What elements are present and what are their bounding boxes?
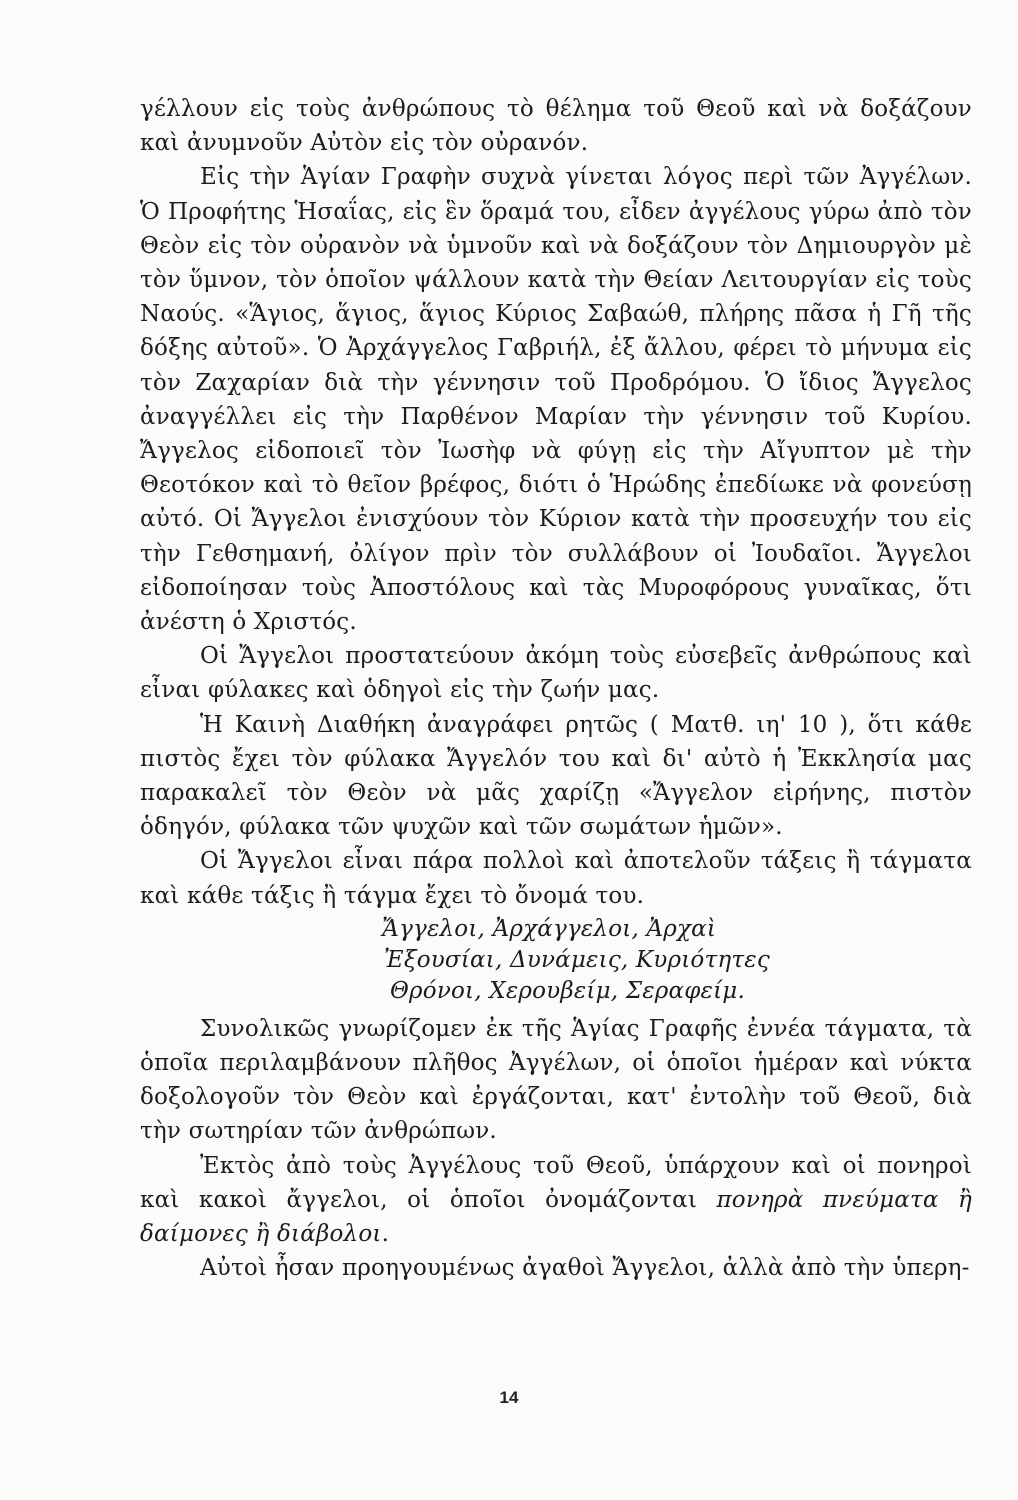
verse-line: Ἄγγελοι, Ἀρχάγγελοι, Ἀρχαὶ [382,915,717,942]
emphasis-text: πονηρὰ πνεύματα ἢ δαίμονες ἢ διάβολοι [140,1186,972,1248]
paragraph-guardians: Οἱ Ἄγγελοι προστατεύουν ἀκόμη τοὺς εὐσεβεῖς ἀνθρώπους καὶ εἶναι φύλακες καὶ ὁδηγοὶ εἰς τὴν ζωήν μας. [140,643,972,704]
paragraph-text: . [381,1221,390,1248]
page-number: 14 [499,1388,519,1407]
paragraph-intro: γέλλουν εἰς τοὺς ἀνθρώπους τὸ θέλημα τοῦ Θεοῦ καὶ νὰ δοξάζουν καὶ ἀνυμνοῦν Αὐτὸν εἰς τὸν οὐρανόν. [140,96,972,157]
paragraph-evil-angels [140,1149,972,1252]
paragraph-new-testament: Ἡ Καινὴ Διαθήκη ἀναγράφει ρητῶς ( Ματθ. ιη' 10 ), ὅτι κάθε πιστὸς ἔχει τὸν φύλακα Ἄγγελόν του καὶ δι' αὐτὸ ἡ Ἐκκλησία μας παρακαλεῖ τὸν Θεὸν νὰ μᾶς χαρίζῃ «Ἄγγελον εἰρήνης, πιστὸν ὁδηγόν, φύλακα τῶν ψυχῶν καὶ τῶν σωμάτων ἡμῶν». [140,711,972,841]
page-body [140,92,972,1286]
paragraph-text: Ἐκτὸς ἀπὸ τοὺς Ἀγγέλους τοῦ Θεοῦ, ὑπάρχουν καὶ οἱ πονηροὶ καὶ κακοὶ ἄγγελοι, οἱ ὁποῖοι ὀνομάζονται [140,1152,972,1213]
verse-line: Ἐξουσίαι, Δυνάμεις, Κυριότητες [384,946,770,973]
angel-orders-list [140,914,972,1007]
paragraph-orders: Οἱ Ἄγγελοι εἶναι πάρα πολλοὶ καὶ ἀποτελοῦν τάξεις ἢ τάγματα καὶ κάθε τάξις ἢ τάγμα ἔχει τὸ ὄνομά του. [140,848,972,909]
paragraph-scripture-angels: Εἰς τὴν Ἁγίαν Γραφὴν συχνὰ γίνεται λόγος περὶ τῶν Ἀγγέλων. Ὁ Προφήτης Ἡσαΐας, εἰς ἓν ὅραμά του, εἶδεν ἀγγέλους γύρω ἀπὸ τὸν Θεὸν εἰς τὸν οὐρανὸν νὰ ὑμνοῦν καὶ νὰ δοξάζουν τὸν Δημιουργὸν μὲ τὸν ὕμνον, τὸν ὁποῖον ψάλλουν κατὰ τὴν Θείαν Λειτουργίαν εἰς τοὺς Ναούς. «Ἅγιος, ἅγιος, ἅγιος Κύριος Σαβαώθ, πλήρης πᾶσα ἡ Γῆ τῆς δόξης αὐτοῦ». Ὁ Ἀρχάγγελος Γαβριήλ, ἐξ ἄλλου, φέρει τὸ μήνυμα εἰς τὸν Ζαχαρίαν διὰ τὴν γέννησιν τοῦ Προδρόμου. Ὁ ἴδιος Ἄγγελος ἀναγγέλλει εἰς τὴν Παρθένον Μαρίαν τὴν γέννησιν τοῦ Κυρίου. Ἄγγελος εἰδοποιεῖ τὸν Ἰωσὴφ νὰ φύγῃ εἰς τὴν Αἴγυπτον μὲ τὴν Θεοτόκον καὶ τὸ θεῖον βρέφος, διότι ὁ Ἡρώδης ἐπεδίωκε νὰ φονεύσῃ αὐτό. Οἱ Ἄγγελοι ἐνισχύουν τὸν Κύριον κατὰ τὴν προσευχήν του εἰς τὴν Γεθσημανή, ὀλίγον πρὶν τὸν συλλάβουν οἱ Ἰουδαῖοι. Ἄγγελοι εἰδοποίησαν τοὺς Ἀποστόλους καὶ τὰς Μυροφόρους γυναῖκας, ὅτι ἀνέστη ὁ Χριστός. [140,164,972,636]
verse-line: Θρόνοι, Χερουβείμ, Σεραφείμ. [390,977,745,1004]
paragraph-continued: Αὐτοὶ ἦσαν προηγουμένως ἀγαθοὶ Ἄγγελοι, ἀλλὰ ἀπὸ τὴν ὑπερη- [200,1255,970,1282]
paragraph-nine-orders: Συνολικῶς γνωρίζομεν ἐκ τῆς Ἁγίας Γραφῆς ἐννέα τάγματα, τὰ ὁποῖα περιλαμβάνουν πλῆθος Ἀγγέλων, οἱ ὁποῖοι ἡμέραν καὶ νύκτα δοξολογοῦν τὸν Θεὸν καὶ ἐργάζονται, κατ' ἐντολὴν τοῦ Θεοῦ, διὰ τὴν σωτηρίαν τῶν ἀνθρώπων. [140,1015,972,1145]
